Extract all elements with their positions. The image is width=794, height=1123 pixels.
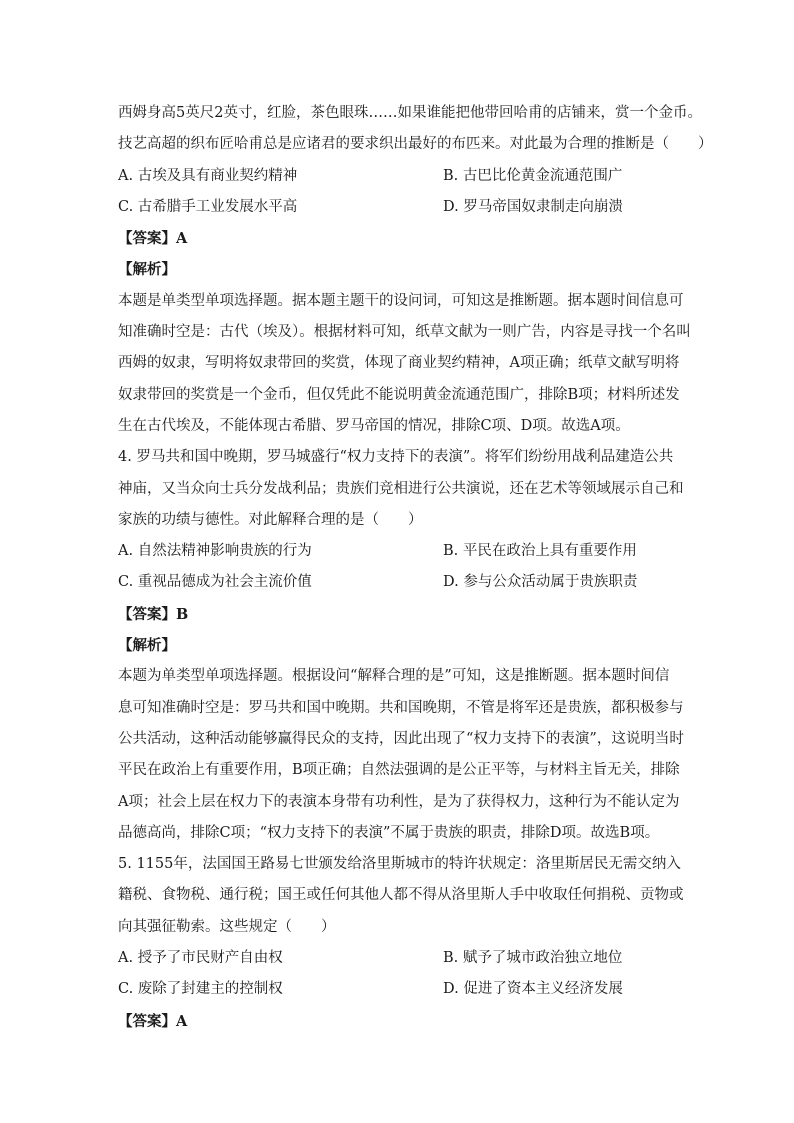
q5-option-c: C. 废除了封建主的控制权 — [118, 981, 283, 998]
q3-analysis-line-2: 知准确时空是：古代（埃及）。根据材料可知，纸草文献为一则广告，内容是寻找一个名叫 — [118, 324, 691, 341]
q4-stem-line-2: 神庙，又当众向士兵分发战利品；贵族们竞相进行公共演说，还在艺术等领域展示自己和 — [118, 480, 684, 497]
q4-option-b: B. 平民在政治上具有重要作用 — [443, 543, 637, 560]
q4-answer: 【答案】B — [118, 605, 189, 623]
q4-option-a: A. 自然法精神影响贵族的行为 — [118, 543, 312, 560]
q3-option-a: A. 古埃及具有商业契约精神 — [118, 167, 298, 184]
q3-option-d: D. 罗马帝国奴隶制走向崩溃 — [443, 198, 623, 215]
q3-option-c: C. 古希腊手工业发展水平高 — [118, 198, 298, 215]
q5-stem-line-3: 向其强征勒索。这些规定（ ） — [118, 918, 336, 935]
q5-option-d: D. 促进了资本主义经济发展 — [443, 981, 623, 998]
q3-analysis-line-4: 奴隶带回的奖赏是一个金币，但仅凭此不能说明黄金流通范围广，排除B项；材料所述发 — [118, 386, 680, 403]
q3-analysis-line-1: 本题是单类型单项选择题。据本题主题干的设问词，可知这是推断题。据本题时间信息可 — [118, 292, 684, 309]
q4-option-d: D. 参与公众活动属于贵族职责 — [443, 574, 638, 591]
q3-analysis-line-3: 西姆的奴隶，写明将奴隶带回的奖赏，体现了商业契约精神，A项正确；纸草文献写明将 — [118, 355, 680, 372]
q4-analysis-line-6: 品德高尚，排除C项；“权力支持下的表演”不属于贵族的职责，排除D项。故选B项。 — [118, 824, 660, 841]
q4-options-row-2 — [118, 567, 688, 598]
q5-option-a: A. 授予了市民财产自由权 — [118, 950, 283, 967]
q3-options-row-2 — [118, 192, 688, 223]
q4-analysis-label: 【解析】 — [118, 637, 176, 655]
q4-analysis-line-1: 本题为单类型单项选择题。根据设问“解释合理的是”可知，这是推断题。据本题时间信 — [118, 668, 670, 685]
q4-analysis-line-3: 公共活动，这种活动能够赢得民众的支持，因此出现了“权力支持下的表演”，这说明当时 — [118, 730, 684, 747]
q5-stem-line-2: 籍税、食物税、通行税；国王或任何其他人都不得从洛里斯人手中收取任何捐税、贡物或 — [118, 887, 684, 904]
q4-option-c: C. 重视品德成为社会主流价值 — [118, 574, 312, 591]
q3-answer: 【答案】A — [118, 230, 188, 248]
document-page — [118, 98, 713, 1037]
q4-stem-line-1: 4. 罗马共和国中晚期，罗马城盛行“权力支持下的表演”。将军们纷纷用战利品建造公共 — [118, 449, 674, 466]
q5-options-row-2 — [118, 974, 688, 1005]
q4-stem-line-3: 家族的功绩与德性。对此解释合理的是（ ） — [118, 511, 423, 528]
q4-analysis-line-4: 平民在政治上有重要作用，B项正确；自然法强调的是公正平等，与材料主旨无关，排除 — [118, 762, 680, 779]
q3-analysis-line-5: 生在古代埃及，不能体现古希腊、罗马帝国的情况，排除C项、D项。故选A项。 — [118, 417, 630, 434]
q4-analysis-line-5: A项；社会上层在权力下的表演本身带有功利性，是为了获得权力，这种行为不能认定为 — [118, 793, 680, 810]
q3-options-row-1 — [118, 161, 688, 192]
q4-analysis-line-2: 息可知准确时空是：罗马共和国中晚期。共和国晚期，不管是将军还是贵族，都积极参与 — [118, 699, 684, 716]
q3-stem-line-1: 西姆身高5英尺2英寸，红脸，茶色眼珠……如果谁能把他带回哈甫的店铺来，赏一个金币。 — [118, 105, 702, 121]
q4-options-row-1 — [118, 536, 688, 567]
q5-options-row-1 — [118, 943, 688, 974]
q3-stem-line-2: 技艺高超的织布匠哈甫总是应诸君的要求织出最好的布匹来。对此最为合理的推断是（ ） — [118, 136, 713, 153]
q5-option-b: B. 赋予了城市政治独立地位 — [443, 950, 623, 967]
q3-option-b: B. 古巴比伦黄金流通范围广 — [443, 167, 623, 184]
q5-answer: 【答案】A — [118, 1012, 188, 1030]
q3-analysis-label: 【解析】 — [118, 261, 176, 279]
q5-stem-line-1: 5. 1155年，法国国王路易七世颁发给洛里斯城市的特许状规定：洛里斯居民无需交纳入 — [118, 856, 681, 873]
